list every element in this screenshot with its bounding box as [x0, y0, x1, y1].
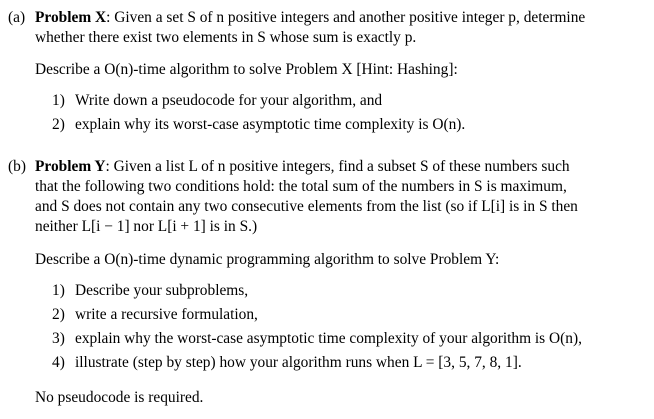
problem-a-statement-line-1 — [8, 8, 648, 28]
problem-b-task-item — [52, 351, 648, 375]
task-number: 2) — [52, 306, 65, 323]
task-number: 3) — [52, 330, 65, 347]
problem-b — [8, 157, 648, 408]
problem-b-statement-line-2: that the following two conditions hold: the total sum of the numbers in S is maximum, — [35, 178, 567, 195]
problem-a-label: (a) — [8, 9, 26, 26]
problem-b-statement-line-3: and S does not contain any two consecutive elements from the list (so if L[i] is in S then — [35, 198, 578, 215]
task-text: Describe your subproblems, — [75, 282, 249, 299]
problem-b-task-item — [52, 303, 648, 327]
task-number: 1) — [52, 92, 65, 109]
problem-b-statement-line-4: neither L[i − 1] nor L[i + 1] is in S.) — [35, 218, 258, 235]
problem-b-statement-text-1: : Given a list L of n positive integers, find a subset S of these numbers such — [105, 158, 570, 175]
task-number: 4) — [52, 354, 65, 371]
problem-b-task-list — [8, 279, 648, 375]
problem-b-task-item — [52, 327, 648, 351]
task-number: 2) — [52, 116, 65, 133]
problem-a-task-item — [52, 113, 648, 137]
problem-b-task-item — [52, 279, 648, 303]
problem-a-title: Problem X — [35, 9, 107, 26]
problem-a-statement-text-1: : Given a set S of n positive integers and another positive integer p, determine — [106, 9, 586, 26]
task-text: explain why the worst-case asymptotic time complexity of your algorithm is O(n), — [75, 330, 582, 347]
task-text: explain why its worst-case asymptotic time complexity is O(n). — [75, 116, 466, 133]
problem-a-statement-line-2: whether there exist two elements in S whose sum is exactly p. — [35, 29, 417, 46]
problem-a — [8, 8, 648, 137]
problem-a-task-item — [52, 89, 648, 113]
problem-b-label: (b) — [8, 158, 26, 175]
problem-a-task-list — [8, 89, 648, 137]
task-number: 1) — [52, 282, 65, 299]
problem-b-title: Problem Y — [35, 158, 106, 175]
task-text: write a recursive formulation, — [75, 306, 258, 323]
problem-a-describe: Describe a O(n)-time algorithm to solve Problem X [Hint: Hashing]: — [35, 61, 458, 78]
problem-b-closing-note: No pseudocode is required. — [35, 389, 204, 406]
task-text: Write down a pseudocode for your algorithm, and — [75, 92, 383, 109]
problem-b-describe: Describe a O(n)-time dynamic programming algorithm to solve Problem Y: — [35, 251, 500, 268]
problem-b-statement-line-1 — [8, 157, 648, 177]
task-text: illustrate (step by step) how your algorithm runs when L = [3, 5, 7, 8, 1]. — [75, 354, 522, 371]
